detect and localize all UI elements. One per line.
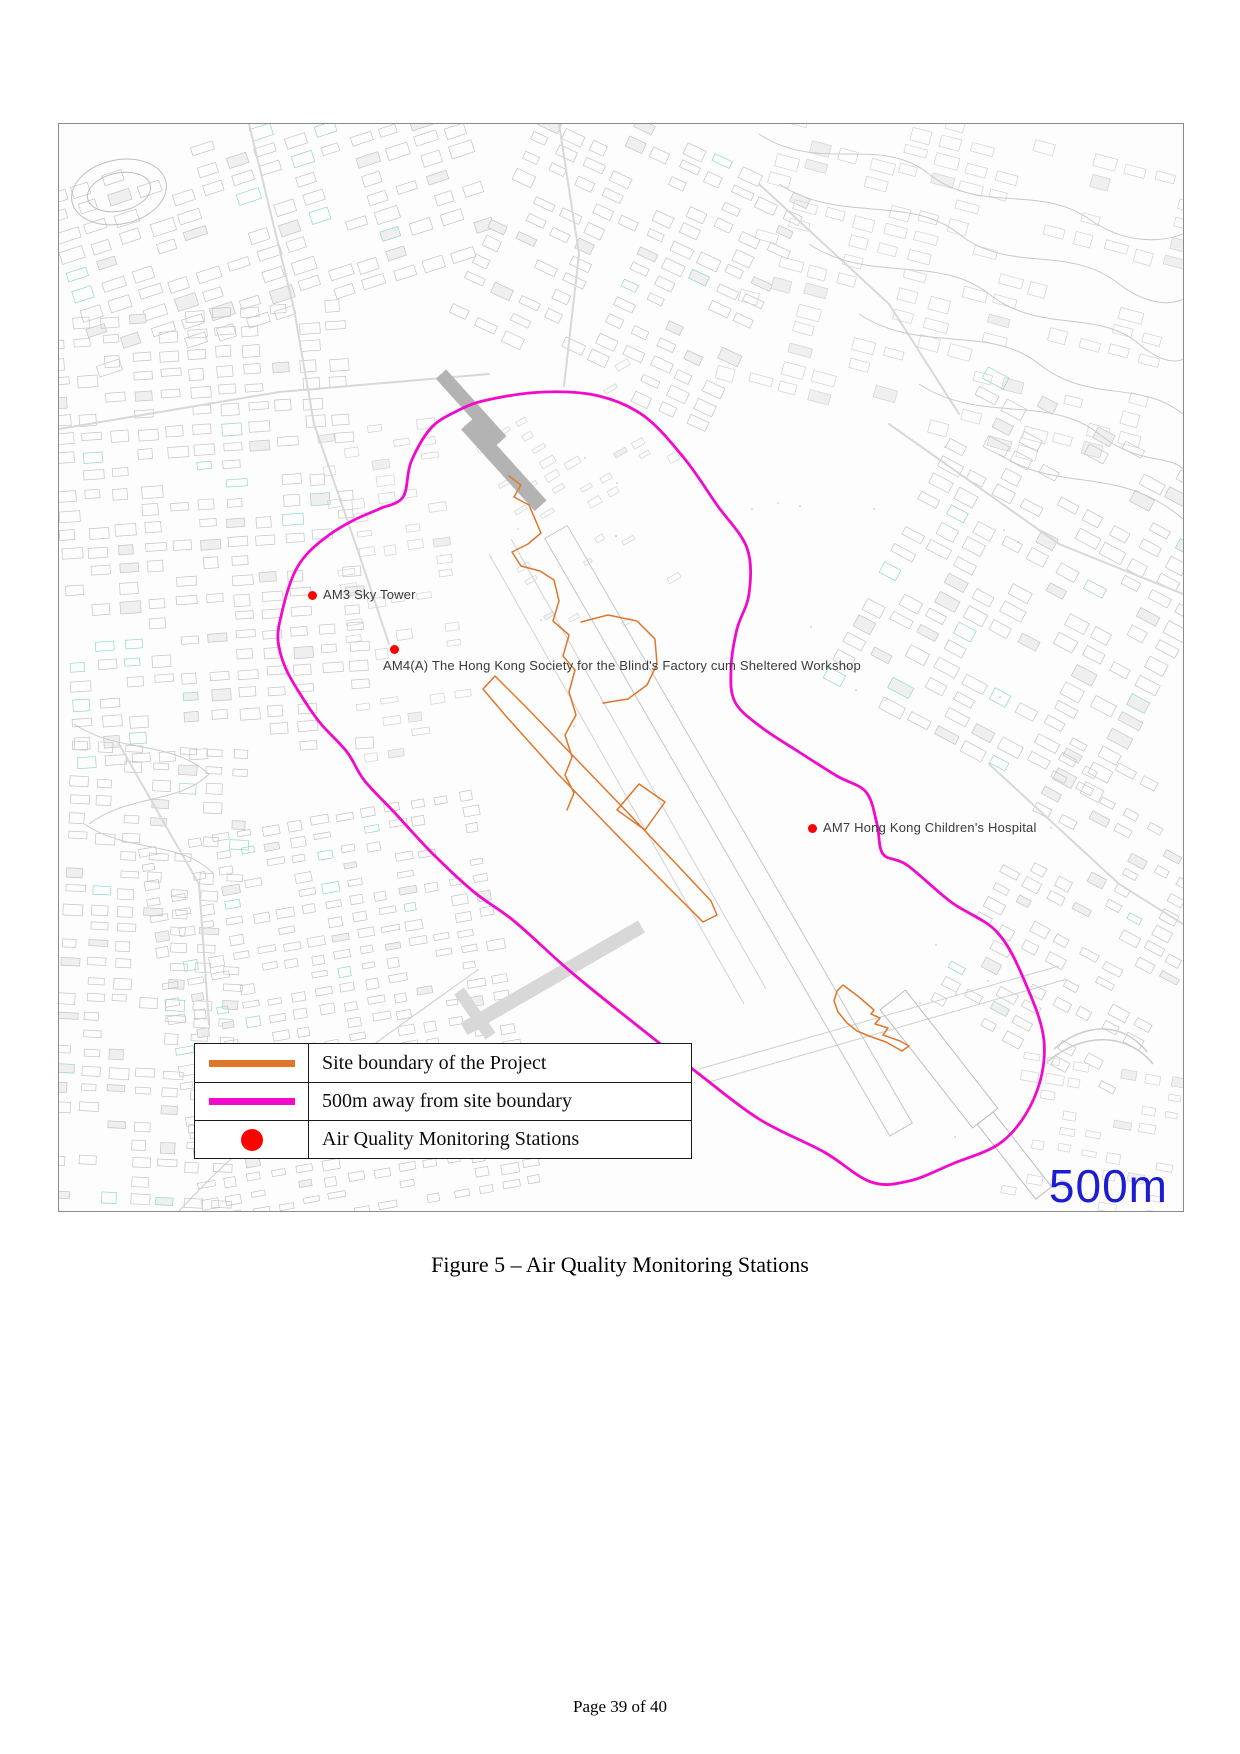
- figure-caption: Figure 5 – Air Quality Monitoring Stations: [431, 1252, 809, 1277]
- station-marker: [808, 824, 817, 833]
- legend-symbol-cell: [195, 1083, 309, 1120]
- legend-row: [195, 1120, 691, 1158]
- legend: [194, 1043, 692, 1159]
- legend-label: 500m away from site boundary: [322, 1090, 572, 1112]
- station-label: AM4(A) The Hong Kong Society for the Blind's Factory cum Sheltered Workshop: [383, 658, 861, 673]
- site-boundary: [483, 476, 909, 1051]
- legend-row: [195, 1044, 691, 1082]
- legend-dot-symbol: [241, 1129, 263, 1151]
- contour-lines: [74, 134, 1183, 874]
- legend-row: [195, 1082, 691, 1120]
- station-label: AM7 Hong Kong Children's Hospital: [823, 820, 1037, 835]
- site-boundary-path: [483, 676, 717, 922]
- page-number: Page 39 of 40: [573, 1697, 667, 1716]
- legend-label: Air Quality Monitoring Stations: [322, 1128, 580, 1150]
- legend-symbol-cell: [195, 1044, 309, 1082]
- figure-map: [58, 123, 1184, 1212]
- legend-line-symbol: [209, 1060, 295, 1067]
- legend-label: Site boundary of the Project: [322, 1051, 547, 1074]
- legend-line-symbol: [209, 1098, 295, 1105]
- legend-symbol-cell: [195, 1121, 309, 1158]
- scale-label: 500m: [1048, 1160, 1168, 1212]
- station-marker: [390, 645, 399, 654]
- site-boundary-path: [834, 985, 909, 1051]
- station-label: AM3 Sky Tower: [323, 587, 416, 602]
- station-marker: [308, 591, 317, 600]
